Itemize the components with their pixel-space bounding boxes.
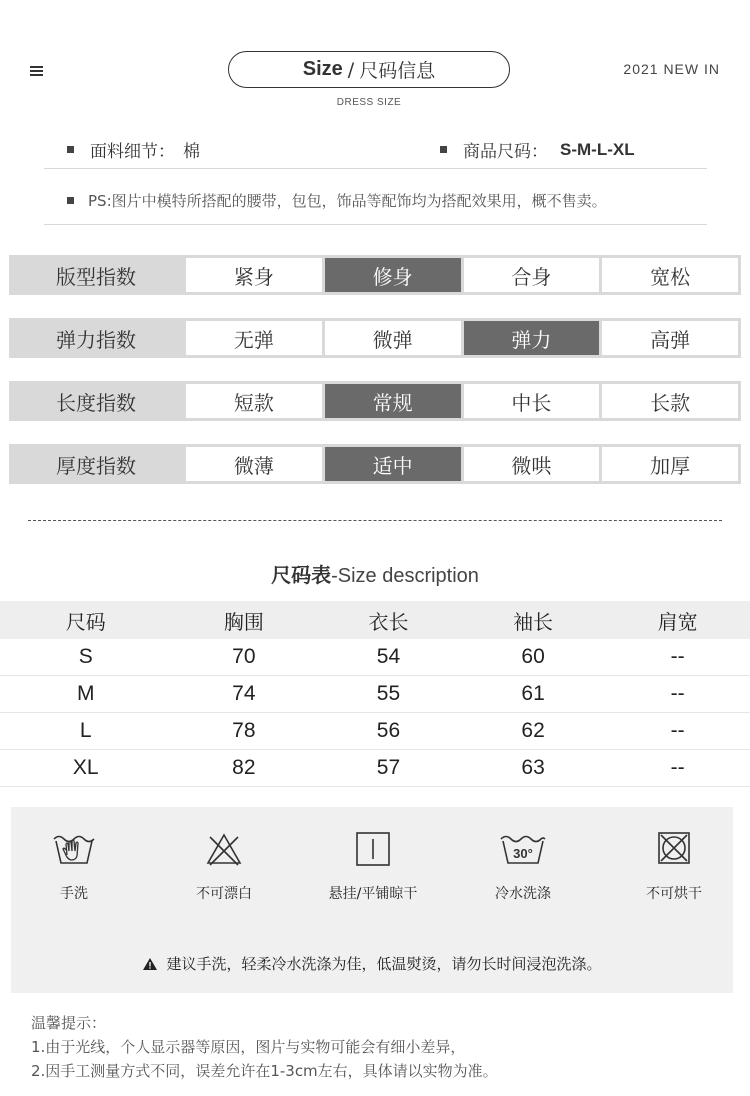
index-label: 弹力指数 <box>56 327 136 352</box>
fabric-label: 面料细节： <box>90 142 175 162</box>
bullet-icon <box>440 146 447 153</box>
table-cell: M <box>77 682 95 705</box>
care-item-hang-dry <box>308 829 438 903</box>
table-cell: 54 <box>376 645 401 668</box>
care-panel <box>11 807 733 993</box>
index-option: 微哄 <box>464 447 600 481</box>
index-option: 宽松 <box>602 258 738 292</box>
table-row <box>0 639 750 676</box>
care-item-hand-wash <box>9 829 139 903</box>
table-cell: 74 <box>232 682 256 705</box>
ps-text: PS:图片中模特所搭配的腰带，包包，饰品等配饰均为搭配效果用，概不售卖。 <box>88 192 607 210</box>
no-bleach-icon <box>202 829 246 869</box>
care-label: 不可烘干 <box>646 886 702 902</box>
size-table-title-rest: -Size description <box>331 565 479 587</box>
tips <box>31 1011 498 1083</box>
table-row <box>0 676 750 713</box>
table-cell: 61 <box>521 682 545 705</box>
size-table-title-strong: 尺码表 <box>271 563 332 587</box>
new-in-tag: 2021 NEW IN <box>623 61 720 77</box>
warning-icon <box>142 957 158 971</box>
section-title <box>228 51 510 88</box>
size-info <box>440 137 635 162</box>
table-cell: 56 <box>376 719 401 742</box>
table-cell: 57 <box>376 756 401 779</box>
table-row <box>0 713 750 750</box>
tips-line: 1.由于光线，个人显示器等原因，图片与实物可能会有细小差异， <box>31 1038 466 1056</box>
size-table <box>0 601 750 787</box>
index-option-selected: 常规 <box>325 384 461 418</box>
table-cell: -- <box>670 682 685 705</box>
wash-temp: 30° <box>513 846 533 861</box>
hand-wash-icon <box>52 829 96 869</box>
index-row <box>9 255 741 295</box>
table-cell: L <box>79 719 92 742</box>
wash-30-icon <box>499 829 547 869</box>
table-cell: 62 <box>521 719 545 742</box>
care-item-no-bleach <box>159 829 289 903</box>
care-label: 冷水洗涤 <box>495 886 551 902</box>
table-cell: -- <box>670 719 685 742</box>
size-value: S-M-L-XL <box>560 139 635 159</box>
index-row <box>9 444 741 484</box>
table-header-cell: 肩宽 <box>657 609 698 634</box>
table-cell: 55 <box>376 682 401 705</box>
index-option: 高弹 <box>602 321 738 355</box>
index-option: 中长 <box>464 384 600 418</box>
menu-icon[interactable] <box>30 66 43 75</box>
title-separator: / <box>347 58 355 81</box>
care-label: 悬挂/平铺晾干 <box>328 886 418 902</box>
table-cell: 60 <box>521 645 545 668</box>
table-header-cell: 袖长 <box>513 609 554 634</box>
table-cell: XL <box>72 756 99 779</box>
index-option-selected: 修身 <box>325 258 461 292</box>
table-cell: 78 <box>232 719 256 742</box>
table-cell: 63 <box>521 756 545 779</box>
hang-dry-icon <box>351 829 395 869</box>
index-label: 长度指数 <box>56 390 136 415</box>
index-option: 微薄 <box>186 447 322 481</box>
care-warning <box>11 953 733 974</box>
care-item-no-tumble-dry <box>609 829 739 903</box>
tips-title: 温馨提示： <box>31 1014 107 1032</box>
care-item-wash-30 <box>458 829 588 903</box>
table-header-cell: 衣长 <box>368 609 409 634</box>
index-option: 长款 <box>602 384 738 418</box>
size-label: 商品尺码： <box>463 142 548 162</box>
tips-line: 2.因手工测量方式不同，误差允许在1-3cm左右，具体请以实物为准。 <box>31 1062 498 1080</box>
table-cell: 70 <box>232 645 256 668</box>
index-option: 微弹 <box>325 321 461 355</box>
index-option: 紧身 <box>186 258 322 292</box>
care-warning-text: 建议手洗，轻柔冷水洗涤为佳，低温熨烫，请勿长时间浸泡洗涤。 <box>166 955 602 973</box>
bullet-icon <box>67 197 74 204</box>
section-subtitle: DRESS SIZE <box>336 97 402 108</box>
care-label: 不可漂白 <box>196 886 252 902</box>
index-row <box>9 318 741 358</box>
dashed-divider <box>28 520 722 521</box>
index-option: 合身 <box>464 258 600 292</box>
table-header-row <box>0 601 750 639</box>
table-header-cell: 胸围 <box>223 609 264 634</box>
title-strong: Size <box>302 58 343 80</box>
index-label: 版型指数 <box>56 264 136 289</box>
title-cn: 尺码信息 <box>359 60 436 82</box>
size-table-title <box>0 559 750 588</box>
table-cell: S <box>78 645 93 668</box>
index-label: 厚度指数 <box>56 453 136 478</box>
no-tumble-dry-icon <box>652 829 696 869</box>
divider <box>44 224 707 225</box>
index-option: 短款 <box>186 384 322 418</box>
table-cell: -- <box>670 756 685 779</box>
table-header-cell: 尺码 <box>65 609 106 634</box>
index-option-selected: 弹力 <box>464 321 600 355</box>
index-row <box>9 381 741 421</box>
table-cell: -- <box>670 645 685 668</box>
index-option: 无弹 <box>186 321 322 355</box>
care-label: 手洗 <box>60 886 88 902</box>
fabric-value: 棉 <box>183 142 200 162</box>
table-cell: 82 <box>232 756 256 779</box>
bullet-icon <box>67 146 74 153</box>
table-row <box>0 750 750 787</box>
index-option: 加厚 <box>602 447 738 481</box>
divider <box>44 168 707 169</box>
ps-note <box>67 190 607 211</box>
index-option-selected: 适中 <box>325 447 461 481</box>
fabric-info <box>67 137 200 162</box>
